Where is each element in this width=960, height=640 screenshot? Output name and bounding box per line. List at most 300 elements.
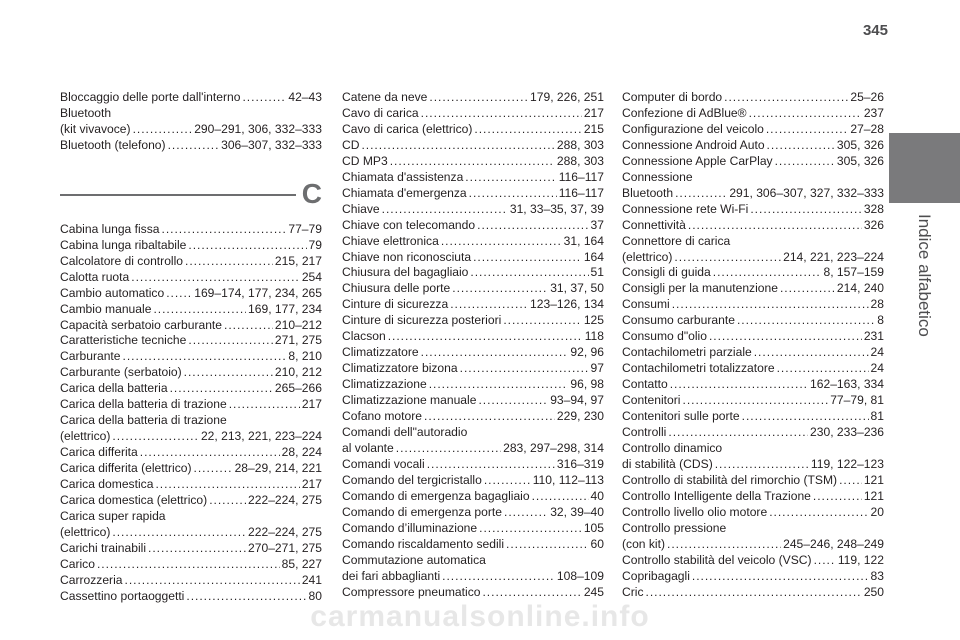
index-entry-label: Catene da neve <box>342 90 428 104</box>
index-entry-pages: 22, 213, 221, 223–224 <box>200 429 322 444</box>
index-entry-label: (con kit) <box>622 536 666 551</box>
dot-leader <box>140 445 280 461</box>
dot-leader <box>754 345 869 361</box>
index-entry <box>342 473 604 489</box>
dot-leader <box>737 313 875 329</box>
index-entry-pages: 28 <box>870 297 884 312</box>
index-entry-heading: Commutazione automatica <box>342 552 486 567</box>
index-entry-pages: 328 <box>863 201 884 216</box>
index-entry-label: Climatizzatore bizona <box>342 361 458 376</box>
index-entry <box>60 222 322 238</box>
index-entry <box>342 170 604 186</box>
index-entry <box>342 377 604 393</box>
index-entry <box>60 90 322 106</box>
index-entry-label: Comando di emergenza bagagliaio <box>342 488 530 503</box>
index-entries-c-2 <box>342 90 604 601</box>
section-tab-marker <box>889 133 960 203</box>
index-entry <box>342 90 604 106</box>
index-entry-label: dei fari abbaglianti <box>342 568 441 583</box>
index-entry-pages: 92, 96 <box>570 345 604 360</box>
dot-leader <box>667 537 781 553</box>
index-entry-pages: 162–163, 334 <box>810 377 884 392</box>
dot-leader <box>429 377 569 393</box>
index-entry-label: (elettrico) <box>622 249 673 264</box>
index-entry-label: Controlli <box>622 425 667 440</box>
index-entry-pages: 27–28 <box>850 121 884 136</box>
index-entry <box>342 265 604 281</box>
dot-leader <box>474 122 581 138</box>
dot-leader <box>766 122 849 138</box>
index-entry-pages: 42–43 <box>288 90 322 104</box>
index-entry-label: Compressore pneumatico <box>342 584 481 599</box>
dot-leader <box>469 186 557 202</box>
index-entry-pages: 119, 122–123 <box>810 456 884 471</box>
index-entry <box>60 365 322 381</box>
index-entry-label: Bloccaggio delle porte dall'interno <box>60 90 241 104</box>
index-entry-label: Chiave elettronica <box>342 233 439 248</box>
dot-leader <box>155 477 299 493</box>
index-entry-label: Connettività <box>622 217 686 232</box>
index-entry-pages: 119, 122 <box>837 552 884 567</box>
index-entry-heading: Controllo pressione <box>622 520 727 535</box>
index-entry-label: Chiamata d'assistenza <box>342 169 464 184</box>
index-entry <box>622 297 884 313</box>
index-entry-label: Comando riscaldamento sedili <box>342 536 505 551</box>
index-entry <box>60 429 322 445</box>
dot-leader <box>775 154 835 170</box>
dot-leader <box>750 202 861 218</box>
index-entry <box>60 318 322 334</box>
index-entries-c <box>60 222 322 605</box>
index-entry-label: (kit vivavoce) <box>60 121 131 136</box>
index-entry-pages: 81 <box>870 409 884 424</box>
index-entry-pages: 31, 33–35, 37, 39 <box>509 201 604 216</box>
index-entry-label: Consumi <box>622 297 670 312</box>
dot-leader <box>133 122 193 138</box>
index-entry-heading: Carica della batteria di trazione <box>60 413 227 428</box>
index-entry-pages: 32, 39–40 <box>550 504 604 519</box>
index-entry <box>342 202 604 218</box>
index-entry <box>622 281 884 297</box>
index-entry-pages: 51 <box>590 265 604 280</box>
index-entry-pages: 8, 210 <box>288 349 322 364</box>
index-entry-pages: 77–79 <box>288 221 322 236</box>
index-entry-label: Carica della batteria di trazione <box>60 397 227 412</box>
index-entry-label: Carica differita <box>60 445 138 460</box>
index-entry-label: Calotta ruota <box>60 269 130 284</box>
index-entry <box>342 122 604 138</box>
index-column-1 <box>60 90 322 605</box>
index-entry-label: Consumo carburante <box>622 313 735 328</box>
index-entry-pages: 169–174, 177, 234, 265 <box>194 285 322 300</box>
index-entry-label: Cinture di sicurezza posteriori <box>342 313 502 328</box>
dot-leader <box>742 409 869 425</box>
index-entry <box>622 505 884 521</box>
index-entry-label: Cambio manuale <box>60 301 152 316</box>
index-entry <box>622 265 884 281</box>
dot-leader <box>224 318 273 334</box>
index-entry-label: Carica domestica <box>60 477 154 492</box>
index-entry-label: Copribagagli <box>622 568 690 583</box>
dot-leader <box>242 90 286 106</box>
index-entry <box>60 445 322 461</box>
letter-heading-letter: C <box>301 177 322 209</box>
index-entry-pages: 217 <box>301 477 322 492</box>
index-entry-pages: 85, 227 <box>281 556 322 571</box>
index-entry <box>622 457 884 473</box>
index-entry-label: Caratteristiche tecniche <box>60 333 187 348</box>
index-entry <box>622 202 884 218</box>
index-entry-label: Climatizzazione <box>342 377 427 392</box>
index-entry-label: Configurazione del veicolo <box>622 121 764 136</box>
dot-leader <box>112 525 246 541</box>
index-entry-label: Contachilometri parziale <box>622 345 752 360</box>
index-entry-pages: 8 <box>877 313 884 328</box>
dot-leader <box>646 585 862 601</box>
index-entry <box>622 553 884 569</box>
index-entry-label: Cavo di carica <box>342 105 419 120</box>
dot-leader <box>441 234 562 250</box>
index-entry-pages: 288, 303 <box>556 137 604 152</box>
index-entry-label: Cassettino portaoggetti <box>60 588 185 603</box>
dot-leader <box>427 457 555 473</box>
dot-leader <box>465 170 556 186</box>
index-entry <box>622 186 884 202</box>
index-entry <box>342 250 604 266</box>
index-entry-pages: 230, 233–236 <box>810 425 884 440</box>
index-entry <box>622 218 884 234</box>
dot-leader <box>814 553 836 569</box>
dot-leader <box>184 365 273 381</box>
index-entry-pages: 121 <box>863 488 884 503</box>
dot-leader <box>185 254 273 270</box>
dot-leader <box>452 281 548 297</box>
index-entry <box>622 138 884 154</box>
dot-leader <box>506 537 589 553</box>
index-entry <box>622 425 884 441</box>
index-entry <box>60 493 322 509</box>
index-entry <box>622 393 884 409</box>
index-entry <box>60 461 322 477</box>
dot-leader <box>229 397 300 413</box>
index-entry-pages: 24 <box>870 345 884 360</box>
index-entry-pages: 326 <box>863 217 884 232</box>
index-entry-pages: 290–291, 306, 332–333 <box>194 121 322 136</box>
index-entry-label: Comando del tergicristallo <box>342 472 482 487</box>
index-entry <box>60 302 322 318</box>
index-entry-pages: 97 <box>590 361 604 376</box>
index-entry-label: Connessione rete Wi-Fi <box>622 201 749 216</box>
index-entry-heading: Bluetooth <box>60 105 112 120</box>
dot-leader <box>473 250 582 266</box>
dot-leader <box>688 218 862 234</box>
index-entry-pages: 250 <box>863 584 884 599</box>
dot-leader <box>388 329 583 345</box>
dot-leader <box>209 493 246 509</box>
index-entry <box>342 106 604 122</box>
dot-leader <box>188 238 306 254</box>
index-entry-pages: 28, 224 <box>281 445 322 460</box>
index-entry-label: Carichi trainabili <box>60 540 147 555</box>
dot-leader <box>672 297 869 313</box>
dot-leader <box>532 489 589 505</box>
index-entry-pages: 283, 297–298, 314 <box>503 440 604 455</box>
index-entry <box>60 138 322 154</box>
dot-leader <box>715 457 809 473</box>
letter-heading-rule <box>60 194 296 196</box>
index-entry-label: Chiamata d'emergenza <box>342 185 467 200</box>
dot-leader <box>470 265 588 281</box>
watermark: carmanualsonline.info <box>310 600 650 633</box>
index-entry-label: Chiave <box>342 201 380 216</box>
dot-leader <box>460 361 589 377</box>
index-entry <box>342 505 604 521</box>
index-entry-pages: 20 <box>870 504 884 519</box>
index-entry-label: Computer di bordo <box>622 90 723 104</box>
index-entry <box>342 393 604 409</box>
index-entry-pages: 222–224, 275 <box>248 524 322 539</box>
dot-leader <box>713 265 822 281</box>
index-entry <box>342 521 604 537</box>
dot-leader <box>503 313 582 329</box>
index-entry-pages: 110, 112–113 <box>532 472 604 487</box>
index-entry-pages: 254 <box>301 269 322 284</box>
dot-leader <box>674 250 781 266</box>
index-entry-pages: 93–94, 97 <box>550 393 604 408</box>
dot-leader <box>724 90 848 106</box>
index-entry-pages: 116–117 <box>558 185 604 200</box>
index-entry-pages: 60 <box>590 536 604 551</box>
dot-leader <box>382 202 508 218</box>
index-entry-pages: 77–79, 81 <box>830 393 884 408</box>
index-entry-label: Carrozzeria <box>60 572 123 587</box>
dot-leader <box>424 409 555 425</box>
index-entry-pages: 288, 303 <box>556 153 604 168</box>
index-entry-label: Contachilometri totalizzatore <box>622 361 775 376</box>
letter-heading <box>60 178 322 218</box>
index-entry-pages: 245 <box>583 584 604 599</box>
index-entry <box>60 397 322 413</box>
index-entry-pages: 28–29, 214, 221 <box>234 461 322 476</box>
dot-leader <box>421 106 582 122</box>
index-entry-label: CD <box>342 137 360 152</box>
index-entry-label: Cric <box>622 584 644 599</box>
index-entry-pages: 25–26 <box>850 90 884 104</box>
index-entry-pages: 24 <box>870 361 884 376</box>
index-entry <box>60 286 322 302</box>
dot-leader <box>482 585 581 601</box>
index-entry-pages: 96, 98 <box>570 377 604 392</box>
index-entry-label: Consigli per la manutenzione <box>622 281 778 296</box>
index-entry <box>60 557 322 573</box>
index-entry-label: Carburante (serbatoio) <box>60 365 182 380</box>
index-entry <box>60 381 322 397</box>
index-entry-label: Cabina lunga ribaltabile <box>60 237 187 252</box>
index-entry-pages: 214, 221, 223–224 <box>783 249 884 264</box>
index-entry-label: Carburante <box>60 349 121 364</box>
index-entry <box>622 90 884 106</box>
index-entry-pages: 237 <box>863 105 884 120</box>
index-entry <box>622 122 884 138</box>
index-entry-label: di stabilità (CDS) <box>622 456 713 471</box>
index-entry-label: Controllo Intelligente della Trazione <box>622 488 811 503</box>
index-entry <box>342 138 604 154</box>
index-entry <box>342 297 604 313</box>
index-entry <box>622 154 884 170</box>
index-entry-label: Cavo di carica (elettrico) <box>342 121 473 136</box>
index-entry-pages: 121 <box>863 472 884 487</box>
index-entry-pages: 40 <box>590 488 604 503</box>
index-entry-label: Contenitori <box>622 393 681 408</box>
index-entry-heading: Controllo dinamico <box>622 440 723 455</box>
dot-leader <box>668 425 808 441</box>
dot-leader <box>153 302 246 318</box>
index-entry <box>342 154 604 170</box>
index-entry <box>622 473 884 489</box>
dot-leader <box>813 489 862 505</box>
index-entry-label: Contatto <box>622 377 668 392</box>
index-entry <box>622 569 884 585</box>
index-column-3 <box>622 90 884 601</box>
index-entry-pages: 241 <box>301 572 322 587</box>
index-entry-pages: 305, 326 <box>836 153 884 168</box>
dot-leader <box>168 138 220 154</box>
index-entry-label: Connessione Apple CarPlay <box>622 153 773 168</box>
index-entry <box>622 409 884 425</box>
dot-leader <box>749 106 862 122</box>
dot-leader <box>112 429 199 445</box>
index-entry-pages: 169, 177, 234 <box>248 301 322 316</box>
index-entry <box>622 106 884 122</box>
index-entry <box>60 270 322 286</box>
index-entry-label: al volante <box>342 440 394 455</box>
dot-leader <box>479 521 582 537</box>
index-entry-label: Cabina lunga fissa <box>60 221 160 236</box>
index-entry <box>60 525 322 541</box>
index-entry-label: Cambio automatico <box>60 285 165 300</box>
index-entry-pages: 215, 217 <box>274 253 322 268</box>
dot-leader <box>429 90 528 106</box>
index-entry-label: Comandi vocali <box>342 456 425 471</box>
index-entry <box>342 585 604 601</box>
index-entry-pages: 8, 157–159 <box>823 265 884 280</box>
index-entry <box>622 361 884 377</box>
index-entry <box>342 361 604 377</box>
dot-leader <box>478 393 548 409</box>
index-entries-b <box>60 90 322 154</box>
dot-leader <box>780 281 835 297</box>
index-entry <box>342 234 604 250</box>
index-entry <box>342 457 604 473</box>
index-entry-pages: 305, 326 <box>836 137 884 152</box>
dot-leader <box>450 297 528 313</box>
index-entry-pages: 217 <box>583 105 604 120</box>
index-entry-pages: 306–307, 332–333 <box>221 137 322 152</box>
index-entry-label: Consigli di guida <box>622 265 711 280</box>
index-entry-label: Cinture di sicurezza <box>342 297 449 312</box>
index-entry-pages: 271, 275 <box>274 333 322 348</box>
index-entry-label: Bluetooth <box>622 185 674 200</box>
index-entry-pages: 123–126, 134 <box>530 297 604 312</box>
dot-leader <box>390 154 555 170</box>
index-entry <box>342 313 604 329</box>
dot-leader <box>670 377 808 393</box>
index-entry <box>622 313 884 329</box>
index-entry-label: Climatizzazione manuale <box>342 393 477 408</box>
index-entry-heading: Connettore di carica <box>622 233 731 248</box>
dot-leader <box>123 349 287 365</box>
dot-leader <box>504 505 548 521</box>
index-entry-label: (elettrico) <box>60 524 111 539</box>
index-entry-heading: Comandi dell"autoradio <box>342 425 468 440</box>
dot-leader <box>675 186 727 202</box>
index-entry <box>342 186 604 202</box>
dot-leader <box>484 473 531 489</box>
index-entry-label: Cofano motore <box>342 409 422 424</box>
index-entry-pages: 270–271, 275 <box>248 540 322 555</box>
index-entry-pages: 215 <box>583 121 604 136</box>
index-entry <box>622 250 884 266</box>
index-entry-heading: Carica super rapida <box>60 508 166 523</box>
index-entry <box>622 537 884 553</box>
index-entry <box>60 122 322 138</box>
index-entry-label: Connessione Android Auto <box>622 137 765 152</box>
index-entry-pages: 80 <box>308 588 322 603</box>
index-entry-label: Comando d’illuminazione <box>342 520 478 535</box>
index-entry <box>60 349 322 365</box>
index-entry-label: Controllo di stabilità del rimorchio (TSM) <box>622 472 838 487</box>
index-entry-label: Controllo stabilità del veicolo (VSC) <box>622 552 812 567</box>
dot-leader <box>442 569 555 585</box>
index-entry-pages: 105 <box>583 520 604 535</box>
index-entry-label: Chiave con telecomando <box>342 217 476 232</box>
index-entry <box>60 254 322 270</box>
index-entry <box>342 537 604 553</box>
index-entry <box>342 281 604 297</box>
index-entry-pages: 31, 37, 50 <box>550 281 604 296</box>
index-entry-label: Chiusura del bagagliaio <box>342 265 469 280</box>
index-entry-pages: 31, 164 <box>563 233 604 248</box>
index-entry-label: CD MP3 <box>342 153 388 168</box>
dot-leader <box>148 541 246 557</box>
dot-leader <box>166 286 192 302</box>
index-entry-label: (elettrico) <box>60 429 111 444</box>
index-entry <box>342 489 604 505</box>
index-entry <box>342 409 604 425</box>
index-entry <box>342 329 604 345</box>
index-entry-label: Calcolatore di controllo <box>60 253 184 268</box>
index-entry-label: Climatizzatore <box>342 345 419 360</box>
index-entry-label: Carica domestica (elettrico) <box>60 493 208 508</box>
dot-leader <box>97 557 280 573</box>
dot-leader <box>769 505 868 521</box>
index-entry-label: Chiusura delle porte <box>342 281 451 296</box>
dot-leader <box>125 573 300 589</box>
index-entry-label: Controllo livello olio motore <box>622 504 768 519</box>
index-entry-pages: 229, 230 <box>556 409 604 424</box>
index-entry-pages: 83 <box>870 568 884 583</box>
index-entry-pages: 210–212 <box>274 317 322 332</box>
index-entry-label: Chiave non riconosciuta <box>342 249 472 264</box>
index-entry-pages: 245–246, 248–249 <box>783 536 884 551</box>
index-entry-pages: 179, 226, 251 <box>530 90 604 104</box>
page-number: 345 <box>862 22 888 39</box>
dot-leader <box>767 138 835 154</box>
index-entry <box>622 377 884 393</box>
dot-leader <box>188 333 273 349</box>
dot-leader <box>709 329 862 345</box>
index-entry <box>60 477 322 493</box>
